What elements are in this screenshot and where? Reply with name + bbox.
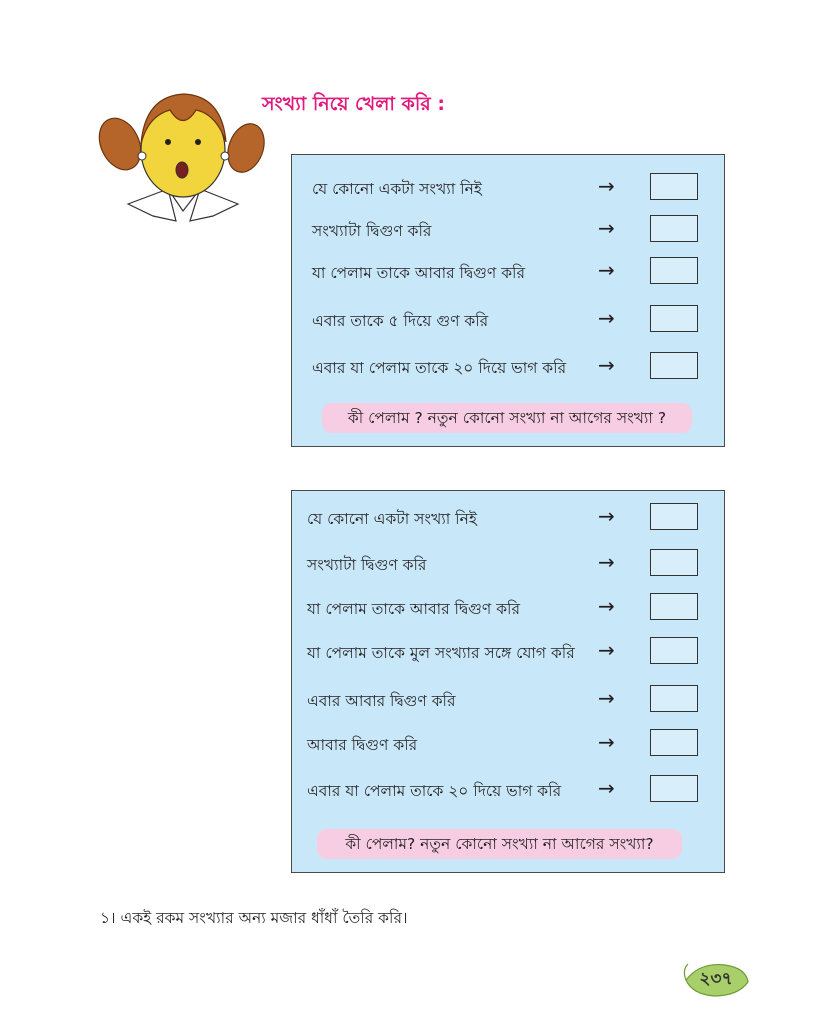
step-text: আবার দ্বিগুণ করি (307, 736, 418, 754)
answer-box[interactable] (650, 729, 698, 756)
puzzle-step (292, 547, 724, 583)
answer-box[interactable] (650, 305, 698, 332)
puzzle-step (292, 773, 724, 809)
step-text: যে কোনো একটা সংখ্যা নিই (312, 180, 482, 198)
puzzle-step (292, 501, 724, 537)
puzzle-step (292, 213, 724, 249)
puzzle-step (292, 683, 724, 719)
puzzle-step (292, 350, 724, 386)
arrow-icon: → (598, 776, 615, 800)
arrow-icon: → (598, 594, 615, 618)
puzzle-box-2 (291, 490, 725, 873)
arrow-icon: → (598, 550, 615, 574)
answer-box[interactable] (650, 257, 698, 284)
arrow-icon: → (598, 306, 615, 330)
step-text: এবার তাকে ৫ দিয়ে গুণ করি (312, 312, 489, 330)
arrow-icon: → (598, 504, 615, 528)
step-text: যে কোনো একটা সংখ্যা নিই (307, 510, 477, 528)
step-text: যা পেলাম তাকে মুল সংখ্যার সঙ্গে যোগ করি (307, 644, 575, 662)
answer-box[interactable] (650, 637, 698, 664)
girl-illustration-icon (98, 86, 268, 231)
puzzle-step (292, 171, 724, 207)
arrow-icon: → (598, 258, 615, 282)
answer-box[interactable] (650, 503, 698, 530)
step-text: যা পেলাম তাকে আবার দ্বিগুণ করি (312, 264, 526, 282)
answer-box[interactable] (650, 685, 698, 712)
step-text: এবার আবার দ্বিগুণ করি (307, 692, 456, 710)
step-text: যা পেলাম তাকে আবার দ্বিগুণ করি (307, 600, 521, 618)
puzzle-step (292, 727, 724, 763)
question-pill: কী পেলাম ? নতুন কোনো সংখ্যা না আগের সংখ্যা ? (322, 403, 692, 433)
answer-box[interactable] (650, 173, 698, 200)
puzzle-step (292, 635, 724, 671)
puzzle-step (292, 591, 724, 627)
step-text: এবার যা পেলাম তাকে ২০ দিয়ে ভাগ করি (307, 782, 562, 800)
arrow-icon: → (598, 216, 615, 240)
answer-box[interactable] (650, 352, 698, 379)
exercise-footnote: ১। একই রকম সংখ্যার অন্য মজার ধাঁধাঁ তৈরি করি। (100, 909, 408, 927)
arrow-icon: → (598, 686, 615, 710)
puzzle-box-1 (291, 154, 725, 447)
step-text: এবার যা পেলাম তাকে ২০ দিয়ে ভাগ করি (312, 359, 567, 377)
page-number: ২৩৭ (699, 969, 733, 989)
arrow-icon: → (598, 730, 615, 754)
arrow-icon: → (598, 638, 615, 662)
puzzle-step (292, 303, 724, 339)
arrow-icon: → (598, 174, 615, 198)
answer-box[interactable] (650, 215, 698, 242)
page-number-badge (680, 960, 752, 1000)
answer-box[interactable] (650, 775, 698, 802)
question-pill: কী পেলাম? নতুন কোনো সংখ্যা না আগের সংখ্যা? (317, 829, 682, 859)
puzzle-step (292, 255, 724, 291)
answer-box[interactable] (650, 549, 698, 576)
arrow-icon: → (598, 353, 615, 377)
step-text: সংখ্যাটা দ্বিগুণ করি (312, 222, 432, 240)
page-heading: সংখ্যা নিয়ে খেলা করি : (262, 93, 445, 115)
step-text: সংখ্যাটা দ্বিগুণ করি (307, 556, 427, 574)
answer-box[interactable] (650, 593, 698, 620)
